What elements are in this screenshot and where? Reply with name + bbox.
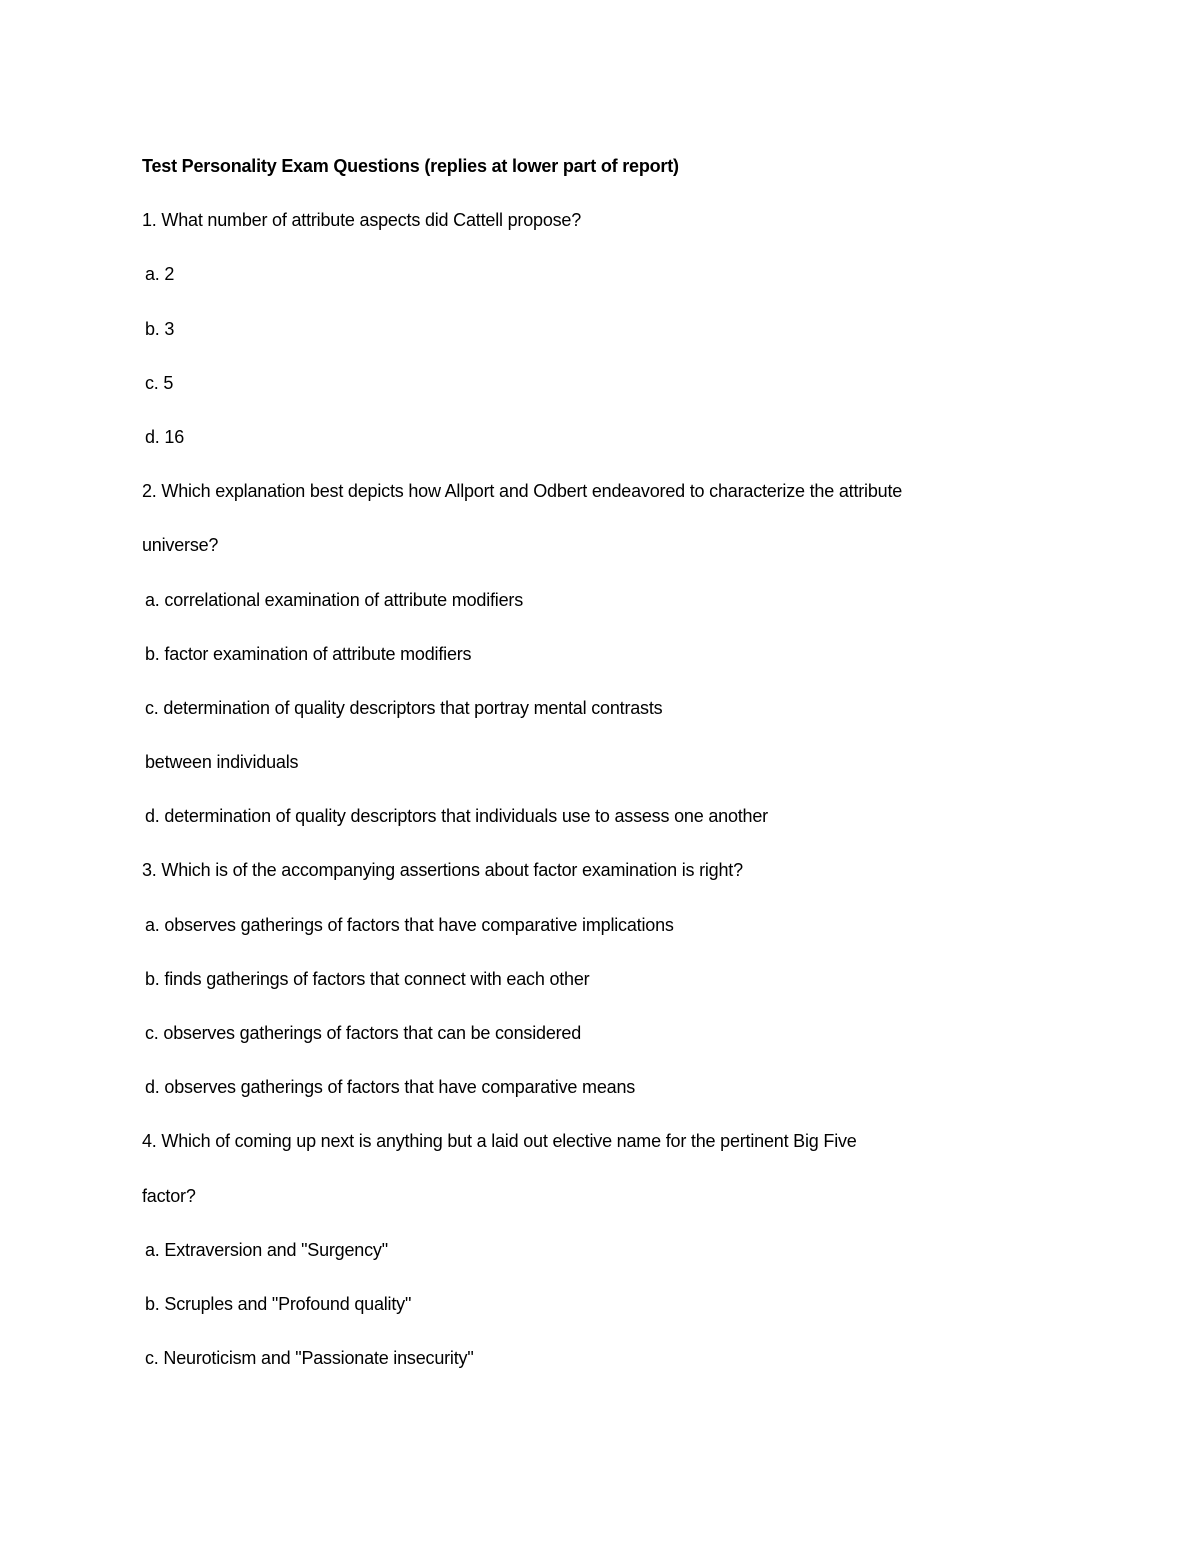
- question-3: [142, 843, 1082, 1114]
- question-2-option-b: b. factor examination of attribute modifiers: [145, 643, 472, 664]
- question-3-option-b: b. finds gatherings of factors that connect with each other: [145, 968, 590, 989]
- question-3-option-c: c. observes gatherings of factors that can be considered: [145, 1023, 582, 1043]
- question-1-text: 1. What number of attribute aspects did Cattell propose?: [142, 210, 582, 231]
- question-2-option-c: c. determination of quality descriptors that portray mental contrasts: [145, 697, 663, 718]
- question-2: [142, 464, 1082, 843]
- question-2-option-d: d. determination of quality descriptors that individuals use to assess one another: [145, 806, 768, 827]
- question-1-option-a: a. 2: [145, 264, 175, 285]
- question-2-option-a: a. correlational examination of attribute modifiers: [145, 589, 523, 610]
- document-body: [142, 139, 1082, 1385]
- question-2-text-continued: universe?: [142, 535, 219, 556]
- question-1-option-d: d. 16: [145, 426, 185, 447]
- question-1-option-c: c. 5: [145, 372, 174, 393]
- question-2-option-c-continued: between individuals: [145, 752, 299, 773]
- question-1-option-b: b. 3: [145, 318, 175, 339]
- question-4-option-c: c. Neuroticism and "Passionate insecurity": [145, 1348, 474, 1369]
- question-1: [142, 193, 1082, 464]
- question-4-option-b: b. Scruples and "Profound quality": [145, 1293, 412, 1314]
- question-4-text: 4. Which of coming up next is anything but a laid out elective name for the pertinent Big Five: [142, 1131, 857, 1152]
- question-3-text: 3. Which is of the accompanying assertions about factor examination is right?: [142, 860, 743, 881]
- question-4-option-a: a. Extraversion and "Surgency": [145, 1239, 388, 1260]
- question-2-text: 2. Which explanation best depicts how Allport and Odbert endeavored to characterize the attribute: [142, 481, 903, 502]
- question-4: [142, 1114, 1082, 1385]
- question-4-text-continued: factor?: [142, 1185, 196, 1206]
- document-title: Test Personality Exam Questions (replies at lower part of report): [142, 156, 679, 176]
- question-3-option-a: a. observes gatherings of factors that have comparative implications: [145, 914, 674, 935]
- question-3-option-d: d. observes gatherings of factors that have comparative means: [145, 1077, 636, 1098]
